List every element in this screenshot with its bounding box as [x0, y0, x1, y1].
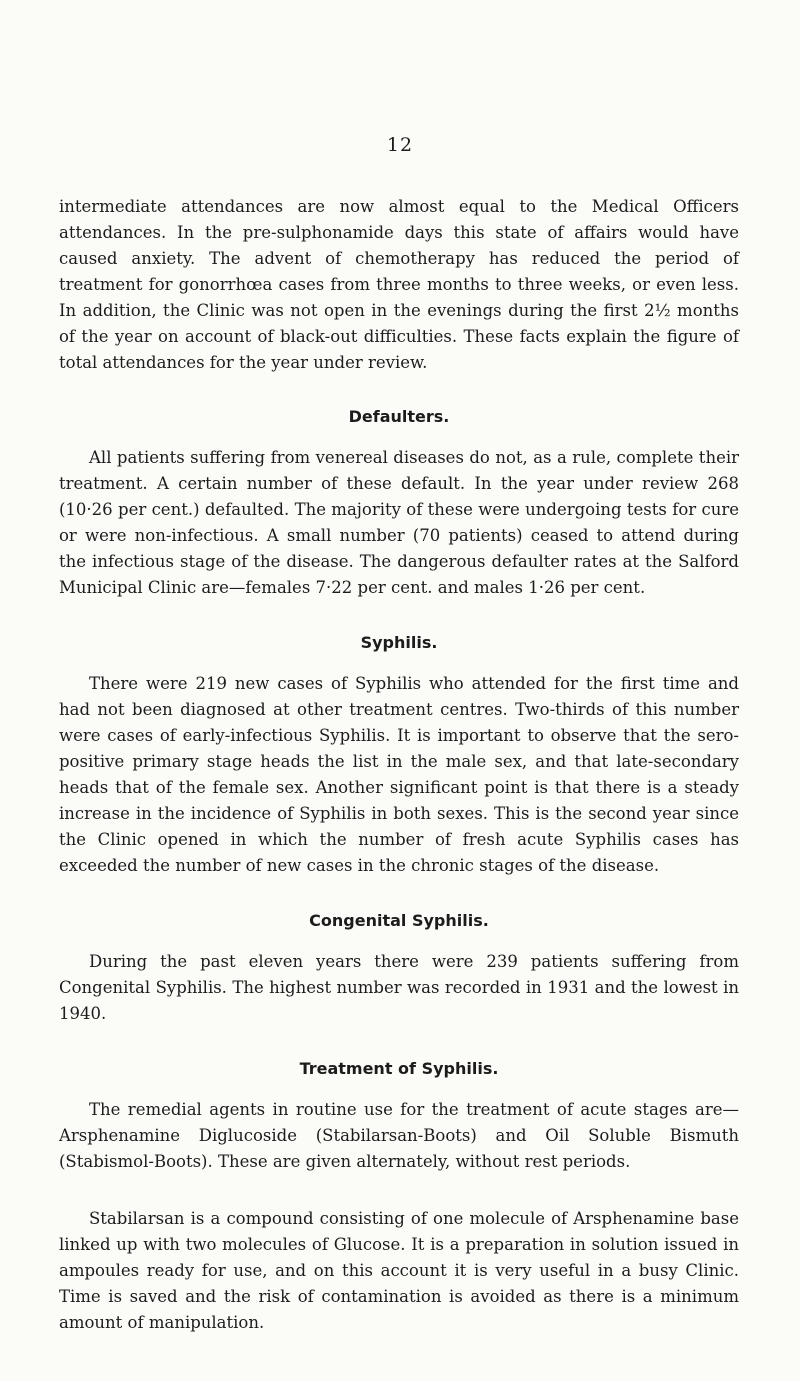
document-body: [59, 194, 739, 1336]
paragraph-defaulters: All patients suffering from venereal diseases do not, as a rule, complete their treatment. A certain number of these default. In the year under review 268 (10·26 per cent.) defaulted. The majority of these were undergoing tests for cure or were non-infectious. A small number (70 patients) ceased to attend during the infectious stage of the disease. The dangerous defaulter rates at the Salford Municipal Clinic are—females 7·22 per cent. and males 1·26 per cent.: [59, 448, 739, 597]
paragraph-stabilarsan: Stabilarsan is a compound consisting of one molecule of Arsphenamine base linked up with two molecules of Glucose. It is a preparation in solution issued in ampoules ready for use, and on this account it is very useful in a busy Clinic. Time is saved and the risk of contamination is avoided as there is a minimum amount of manipulation.: [59, 1209, 739, 1332]
heading-syphilis: Syphilis.: [360, 633, 438, 652]
section-syphilis: [59, 632, 739, 879]
paragraph-congenital-syphilis: During the past eleven years there were 239 patients suffering from Congenital Syphilis. The highest number was recorded in 1931 and the lowest in 1940.: [59, 952, 739, 1023]
section-defaulters: [59, 406, 739, 601]
heading-treatment-of-syphilis: Treatment of Syphilis.: [299, 1059, 499, 1078]
paragraph-treatment-agents: The remedial agents in routine use for the treatment of acute stages are—Arsphenamine Diglucoside (Stabilarsan-Boots) and Oil Soluble Bismuth (Stabismol-Boots). These are given alternately, without rest periods.: [59, 1100, 739, 1171]
intro-paragraph: intermediate attendances are now almost equal to the Medical Officers attendances. In the pre-sulphonamide days this state of affairs would have caused anxiety. The advent of chemotherapy has reduced the period of treatment for gonorrhœa cases from three months to three weeks, or even less. In addition, the Clinic was not open in the evenings during the first 2½ months of the year on account of black-out difficulties. These facts explain the figure of total attendances for the year under review.: [59, 197, 739, 372]
paragraph-syphilis: There were 219 new cases of Syphilis who attended for the first time and had not been diagnosed at other treatment centres. Two-thirds of this number were cases of early-infectious Syphilis. It is important to observe that the sero-positive primary stage heads the list in the male sex, and that late-secondary heads that of the female sex. Another significant point is that there is a steady increase in the incidence of Syphilis in both sexes. This is the second year since the Clinic opened in which the number of fresh acute Syphilis cases has exceeded the number of new cases in the chronic stages of the disease.: [59, 674, 739, 875]
page-number: 12: [386, 134, 414, 156]
section-congenital-syphilis: [59, 910, 739, 1027]
section-treatment-of-syphilis: [59, 1058, 739, 1336]
heading-defaulters: Defaulters.: [348, 407, 450, 426]
heading-congenital-syphilis: Congenital Syphilis.: [309, 911, 489, 930]
